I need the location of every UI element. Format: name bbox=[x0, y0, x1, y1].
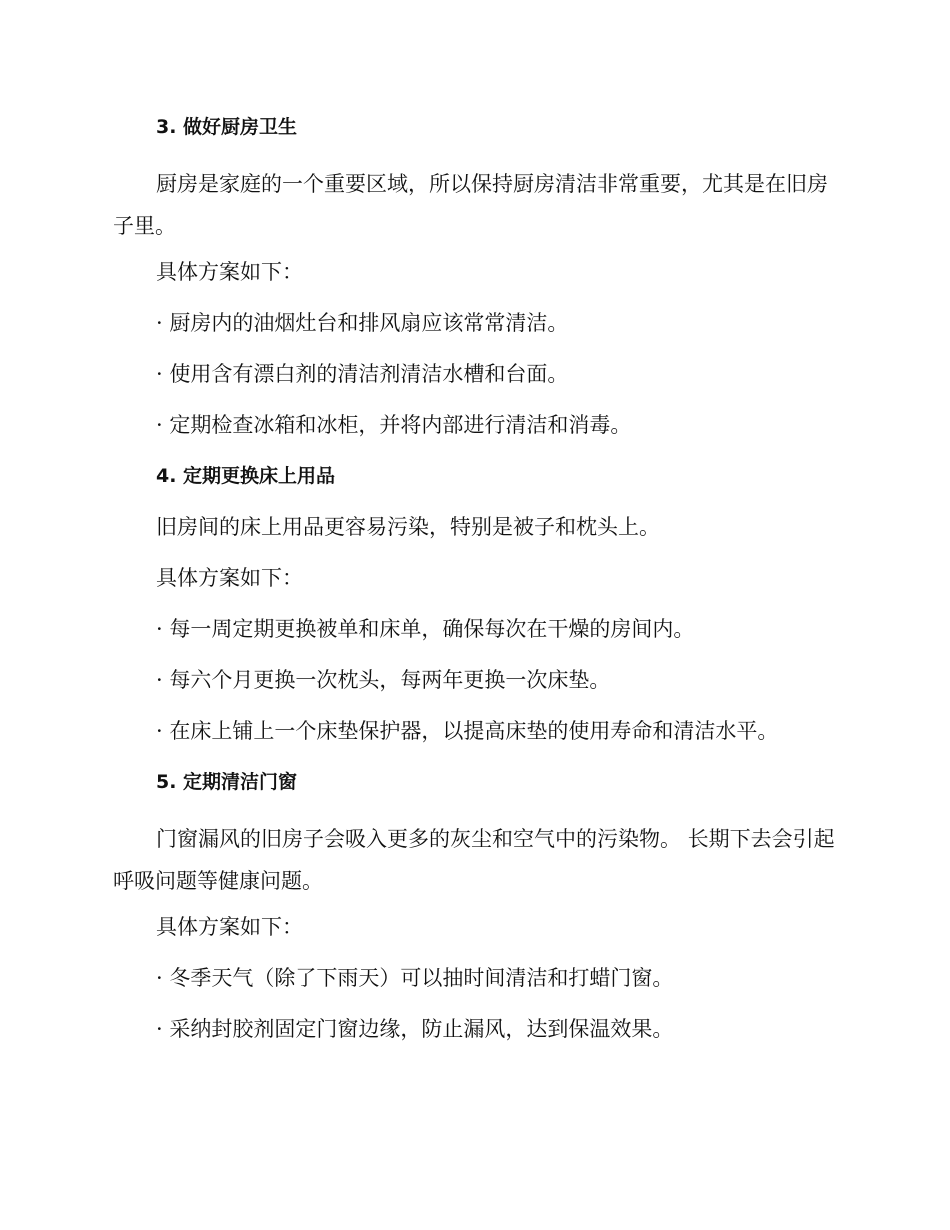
plan-label-windows: 具体方案如下： bbox=[156, 915, 303, 939]
list-item: · 定期检查冰箱和冰柜，并将内部进行清洁和消毒。 bbox=[156, 413, 632, 437]
list-item: · 冬季天气（除了下雨天）可以抽时间清洁和打蜡门窗。 bbox=[156, 966, 674, 990]
section-heading-bedding: 4. 定期更换床上用品 bbox=[156, 465, 336, 487]
section-intro-bedding: 旧房间的床上用品更容易污染，特别是被子和枕头上。 bbox=[156, 515, 660, 539]
list-item: · 厨房内的油烟灶台和排风扇应该常常清洁。 bbox=[156, 311, 569, 335]
list-item: · 每六个月更换一次枕头，每两年更换一次床垫。 bbox=[156, 668, 611, 692]
section-heading-kitchen: 3. 做好厨房卫生 bbox=[156, 116, 298, 138]
plan-label-kitchen: 具体方案如下： bbox=[156, 260, 303, 284]
section-intro-kitchen: 厨房是家庭的一个重要区域，所以保持厨房清洁非常重要，尤其是在旧房子里。 bbox=[113, 172, 828, 238]
list-item: · 采纳封胶剂固定门窗边缘，防止漏风，达到保温效果。 bbox=[156, 1017, 674, 1041]
list-item: · 在床上铺上一个床垫保护器，以提高床垫的使用寿命和清洁水平。 bbox=[156, 719, 779, 743]
list-item: · 每一周定期更换被单和床单，确保每次在干燥的房间内。 bbox=[156, 617, 695, 641]
section-heading-windows: 5. 定期清洁门窗 bbox=[156, 771, 298, 793]
section-intro-windows: 门窗漏风的旧房子会吸入更多的灰尘和空气中的污染物。 长期下去会引起呼吸问题等健康问题。 bbox=[113, 827, 835, 893]
plan-label-bedding: 具体方案如下： bbox=[156, 566, 303, 590]
list-item: · 使用含有漂白剂的清洁剂清洁水槽和台面。 bbox=[156, 362, 569, 386]
document-body bbox=[113, 112, 840, 1044]
